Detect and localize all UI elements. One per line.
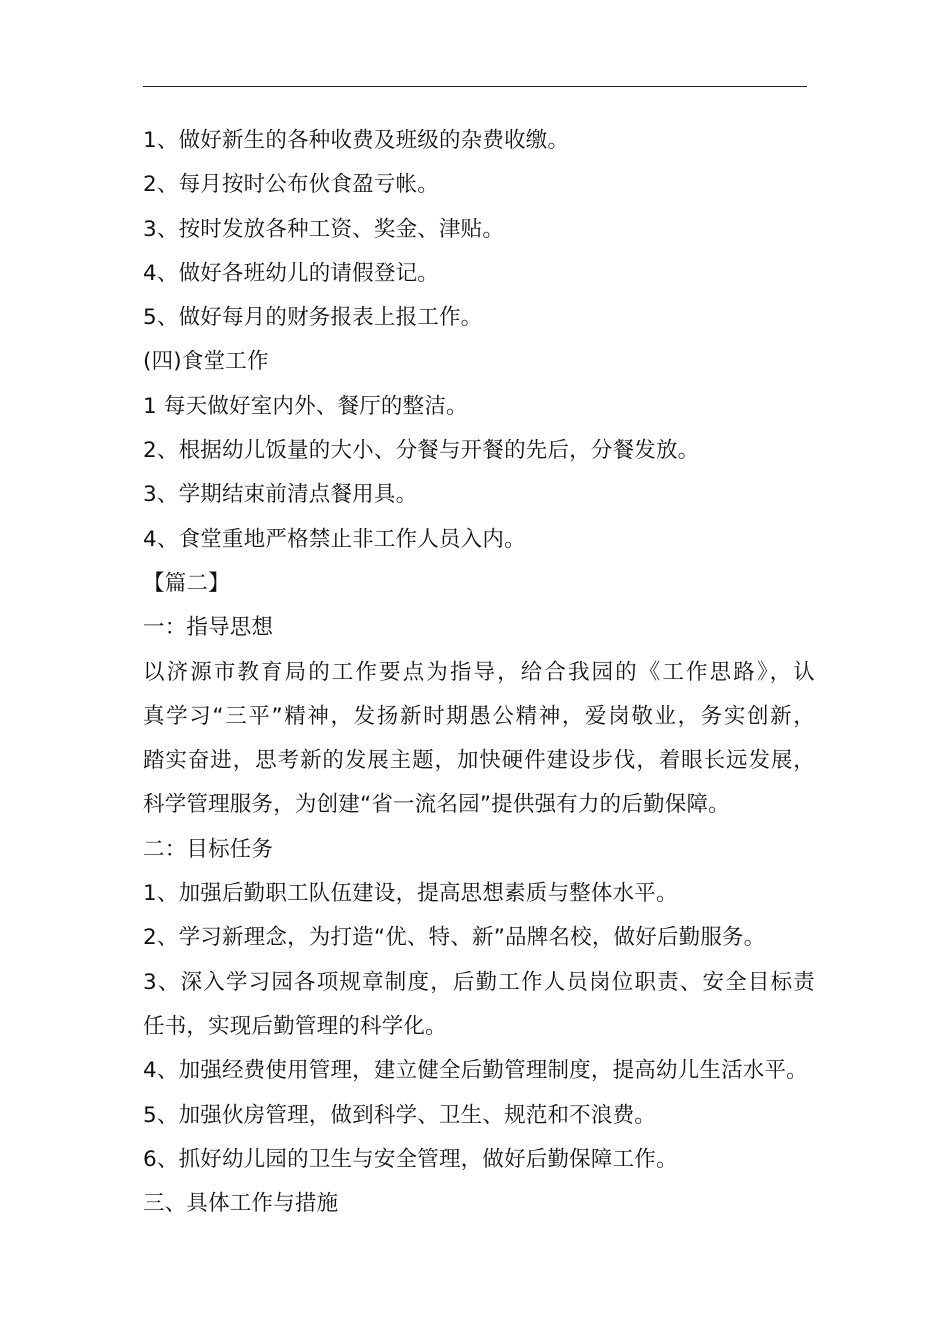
text-line: 二：目标任务	[143, 836, 274, 862]
text-line: 科学管理服务，为创建“省一流名园”提供强有力的后勤保障。	[143, 792, 730, 818]
text-line: 6、抓好幼儿园的卫生与安全管理，做好后勤保障工作。	[143, 1146, 678, 1172]
text-line: 2、每月按时公布伙食盈亏帐。	[143, 172, 439, 198]
text-line: 【篇二】	[143, 570, 230, 596]
text-line: 3、学期结束前清点餐用具。	[143, 482, 418, 508]
text-line: 1 每天做好室内外、餐厅的整洁。	[143, 393, 468, 419]
text-line: 5、加强伙房管理，做到科学、卫生、规范和不浪费。	[143, 1102, 656, 1128]
text-line: 4、做好各班幼儿的请假登记。	[143, 260, 439, 286]
text-line: 4、食堂重地严格禁止非工作人员入内。	[143, 526, 526, 552]
text-line: 踏实奋进，思考新的发展主题，加快硬件建设步伐，着眼长远发展，	[143, 748, 815, 774]
text-line: 2、学习新理念，为打造“优、特、新”品牌名校，做好后勤服务。	[143, 925, 766, 951]
text-line: 4、加强经费使用管理，建立健全后勤管理制度，提高幼儿生活水平。	[143, 1058, 808, 1084]
text-line: 3、深入学习园各项规章制度，后勤工作人员岗位职责、安全目标责	[143, 969, 815, 995]
document-body	[143, 119, 815, 1226]
text-line: (四)食堂工作	[143, 349, 269, 375]
text-line: 任书，实现后勤管理的科学化。	[143, 1013, 447, 1039]
text-line: 以济源市教育局的工作要点为指导，给合我园的《工作思路》，认	[143, 659, 815, 685]
text-line: 3、按时发放各种工资、奖金、津贴。	[143, 216, 505, 242]
text-line: 5、做好每月的财务报表上报工作。	[143, 305, 483, 331]
header-rule	[143, 86, 807, 87]
text-line: 1、做好新生的各种收费及班级的杂费收缴。	[143, 128, 570, 153]
text-line: 一：指导思想	[143, 615, 274, 641]
text-line: 三、具体工作与措施	[143, 1191, 339, 1217]
text-line: 1、加强后勤职工队伍建设，提高思想素质与整体水平。	[143, 881, 678, 907]
text-line: 2、根据幼儿饭量的大小、分餐与开餐的先后，分餐发放。	[143, 438, 700, 464]
text-line: 真学习“三平”精神，发扬新时期愚公精神，爱岗敬业，务实创新，	[143, 703, 815, 729]
